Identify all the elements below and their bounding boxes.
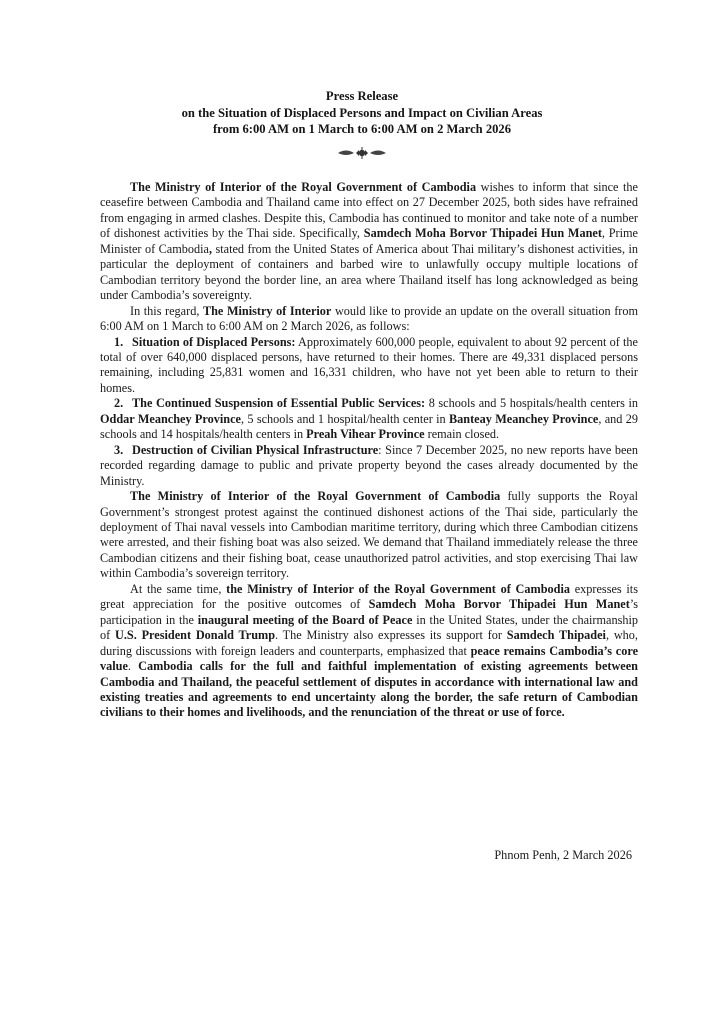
paragraph-update — [100, 304, 638, 335]
appreciation-text: . The Ministry also expresses its support for — [275, 628, 507, 643]
item-text: : Since 7 December 2025, no new reports have been recorded regarding damage to public and private property beyond the cases already documented by the Ministry. — [100, 442, 638, 488]
ministry-name: the Ministry of Interior of the Royal Government of Cambodia — [226, 581, 570, 596]
province-name: Oddar Meanchey Province — [100, 411, 241, 426]
paragraph-appreciation — [100, 582, 638, 721]
item-heading: The Continued Suspension of Essential Public Services: — [132, 396, 426, 411]
list-item-infrastructure — [100, 443, 638, 489]
province-name: Preah Vihear Province — [306, 427, 425, 442]
prime-minister-name: Samdech Moha Borvor Thipadei Hun Manet — [363, 226, 602, 241]
paragraph-intro — [100, 180, 638, 304]
appreciation-text: , who, during discussions with foreign leaders and counterparts, emphasized that — [100, 628, 638, 658]
call-to-action: Cambodia calls for the full and faithful implementation of existing agreements between Cambodia and Thailand, the peaceful settlement of disputes in accordance with international law and existing treaties and agreements to end uncertainty along the border, the safe return of Cambodian civilians to their homes and livelihoods, and the renunciation of the threat or use of force. — [100, 659, 638, 720]
ministry-name: The Ministry of Interior of the Royal Government of Cambodia — [130, 180, 477, 194]
title-line-2: on the Situation of Displaced Persons and Impact on Civilian Areas — [181, 105, 543, 120]
intro-text-3: stated from the United States of America about Thai military’s dishonest activities, in particular the deployment of containers and barbed wire to unlawfully occupy multiple locations of Cambodian territory beyond the border line, an area where Thailand itself has long acknowledged as being under Cambodia’s sovereignty. — [100, 241, 638, 303]
body-text — [100, 180, 638, 721]
item-text: remain closed. — [424, 427, 500, 442]
ornament-divider-icon — [336, 147, 388, 159]
update-text-1: In this regard, — [130, 303, 203, 318]
title-line-1: Press Release — [325, 89, 399, 103]
item-number: 1. — [114, 334, 124, 349]
item-text: Approximately 600,000 people, equivalent to about 92 percent of the total of over 640,000 displaced persons, have returned to their homes. There are 49,331 displaced persons remaining, including 25,831 women and 16,331 children, who have not yet been able to return to their homes. — [100, 334, 638, 395]
meeting-name: inaugural meeting of the Board of Peace — [197, 612, 413, 627]
item-heading: Destruction of Civilian Physical Infrastructure — [132, 442, 379, 457]
samdech-thipadei: Samdech Thipadei — [506, 628, 606, 643]
list-item-public-services — [100, 396, 638, 442]
place-date-signoff: Phnom Penh, 2 March 2026 — [494, 848, 632, 862]
intro-text-1: wishes to inform that since the ceasefire between Cambodia and Thailand came into effect on 27 December 2025, both sides have refrained from engaging in armed clashes. Despite this, Cambodia has continued to monitor and take note of a number of dishonest activities by the Thai side. Specifically, — [100, 180, 638, 241]
appreciation-text: in the United States, under the chairmanship of — [100, 612, 638, 643]
protest-text: fully supports the Royal Government’s strongest protest against the continued dishonest actions of the Thai side, particularly the deployment of Thai naval vessels into Cambodian maritime territory, during which three Cambodian citizens were arrested, and their fishing boat was also seized. We demand that Thailand immediately release the three Cambodian citizens and their fishing boat, cease unauthorized patrol activities, and stop exercising Thai law within Cambodia’s sovereign territory. — [100, 489, 638, 581]
intro-text-2: , Prime Minister of Cambodia — [100, 226, 638, 256]
appreciation-text: . — [127, 659, 139, 674]
intro-comma: , — [208, 241, 213, 256]
prime-minister-name: Samdech Moha Borvor Thipadei Hun Manet — [368, 597, 630, 612]
update-text-2: would like to provide an update on the overall situation from 6:00 AM on 1 March to 6:00 AM on 2 March 2026, as follows: — [100, 303, 639, 334]
item-text: , 5 schools and 1 hospital/health center in — [240, 411, 449, 426]
item-number: 2. — [114, 396, 124, 411]
paragraph-protest — [100, 489, 638, 582]
core-value: peace remains Cambodia’s core value — [100, 643, 639, 674]
president-name: U.S. President Donald Trump — [115, 628, 276, 643]
item-text: , and 29 schools and 14 hospitals/health centers in — [100, 411, 638, 442]
appreciation-text: At the same time, — [130, 581, 227, 596]
appreciation-text: expresses its great appreciation for the positive outcomes of — [100, 581, 638, 612]
item-number: 3. — [114, 442, 124, 457]
item-text: 8 schools and 5 hospitals/health centers in — [425, 396, 639, 411]
ministry-short-name: The Ministry of Interior — [202, 303, 332, 318]
title-line-3: from 6:00 AM on 1 March to 6:00 AM on 2 March 2026 — [212, 122, 512, 137]
title-block — [0, 88, 724, 138]
item-heading: Situation of Displaced Persons: — [132, 334, 296, 349]
ministry-name: The Ministry of Interior of the Royal Government of Cambodia — [130, 489, 501, 504]
province-name: Banteay Meanchey Province — [448, 411, 599, 426]
appreciation-text: ’s participation in the — [100, 597, 638, 627]
list-item-displaced-persons — [100, 335, 638, 397]
